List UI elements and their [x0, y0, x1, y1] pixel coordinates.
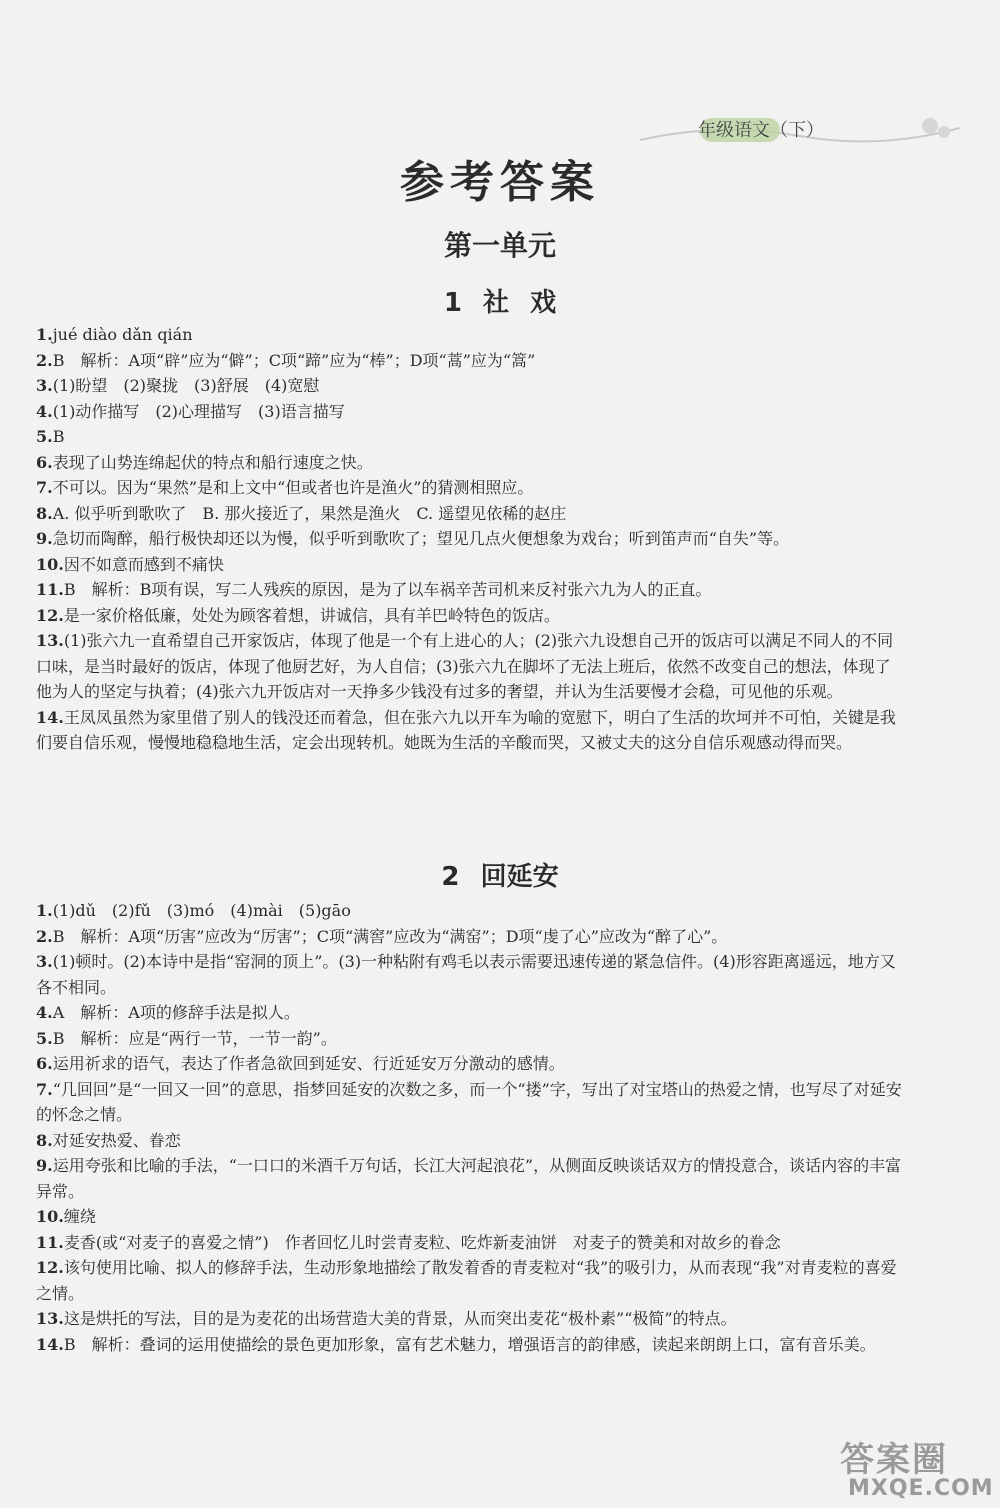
- watermark-url: MXQE.COM: [848, 1476, 994, 1501]
- answer-number: 13.: [36, 631, 64, 650]
- answer-item: [36, 1230, 906, 1256]
- answer-number: 9.: [36, 1156, 53, 1175]
- answer-text: (1)dǔ (2)fǔ (3)mó (4)mài (5)gāo: [52, 901, 351, 920]
- answer-text: 这是烘托的写法，目的是为麦花的出场营造大美的背景，从而突出麦花“极朴素”“极简”的特点。: [63, 1309, 737, 1328]
- watermark-logo: 答案圈: [840, 1440, 948, 1480]
- answer-number: 5.: [36, 1028, 53, 1048]
- header-label: 年级语文（下）: [698, 120, 824, 141]
- answer-text: 麦香(或“对麦子的喜爱之情”) 作者回忆儿时尝青麦粒、吃炸新麦油饼 对麦子的赞美和对故乡的眷念: [63, 1232, 781, 1252]
- answer-item: [36, 1051, 906, 1077]
- answer-number: 12.: [36, 605, 64, 625]
- answer-text: 王凤凤虽然为家里借了别人的钱没还而着急，但在张六九以开车为喻的宽慰下，明白了生活的坎坷并不可怕，关键是我们要自信乐观，慢慢地稳稳地生活，定会出现转机。她既为生活的辛酸而哭，又被丈夫的这分自信乐观感动得而哭。: [36, 707, 896, 752]
- answer-item: [36, 1000, 906, 1026]
- answer-text: 因不如意而感到不痛快: [63, 554, 224, 574]
- answer-item: [36, 705, 906, 756]
- answer-item: [36, 1255, 906, 1306]
- answer-item: [36, 603, 906, 629]
- answer-item: [36, 1332, 906, 1358]
- answer-text: B 解析：叠词的运用使描绘的景色更加形象，富有艺术魅力，增强语言的韵律感，读起来朗朗上口，富有音乐美。: [63, 1334, 876, 1354]
- answer-item: [36, 526, 906, 552]
- answer-item: [36, 1153, 906, 1204]
- answer-item: [36, 475, 906, 501]
- answer-item: [36, 348, 906, 374]
- answer-number: 14.: [36, 1334, 64, 1354]
- answer-number: 11.: [36, 580, 64, 599]
- answer-number: 2.: [36, 926, 53, 946]
- answer-text: B 解析：应是“两行一节，一节一韵”。: [52, 1028, 337, 1048]
- answer-number: 2.: [36, 350, 53, 370]
- answer-number: 3.: [36, 376, 53, 395]
- answer-text: 不可以。因为“果然”是和上文中“但或者也许是渔火”的猜测相照应。: [52, 478, 534, 497]
- answer-text: 该句使用比喻、拟人的修辞手法，生动形象地描绘了散发着香的青麦粒对“我”的吸引力，从而表现“我”对青麦粒的喜爱之情。: [36, 1258, 897, 1303]
- answer-text: A. 似乎听到歌吹了 B. 那火接近了，果然是渔火 C. 遥望见依稀的赵庄: [52, 503, 567, 523]
- answer-text: B: [52, 427, 65, 446]
- answer-number: 1.: [36, 901, 53, 920]
- answer-number: 13.: [36, 1309, 64, 1328]
- answer-number: 11.: [36, 1232, 64, 1252]
- answer-item: [36, 1128, 906, 1154]
- answer-item: [36, 1306, 906, 1332]
- answer-number: 12.: [36, 1258, 64, 1277]
- answer-text: B 解析：B项有误，写二人残疾的原因，是为了以车祸辛苦司机来反衬张六九为人的正直。: [63, 580, 712, 599]
- page-title: 参考答案: [400, 157, 600, 208]
- answer-text: jué diào dǎn qián: [52, 325, 193, 344]
- answer-text: 运用祈求的语气，表达了作者急欲回到延安、行近延安万分激动的感情。: [52, 1054, 565, 1073]
- answer-item: [36, 577, 906, 603]
- answer-item: [36, 373, 906, 399]
- answer-number: 3.: [36, 952, 53, 971]
- answer-number: 4.: [36, 401, 53, 421]
- unit-title: 第一单元: [443, 229, 556, 262]
- answer-item: [36, 552, 906, 578]
- answer-text: (1)张六九一直希望自己开家饭店，体现了他是一个有上进心的人；(2)张六九设想自己开的饭店可以满足不同人的不同口味，是当时最好的饭店，体现了他厨艺好，为人自信；(3)张六九在脚坏了无法上班后，依然不改变自己的想法，体现了他为人的坚定与执着；(4)张六九开饭店对一天挣多少钱没有过多的奢望，并认为生活要慢才会稳，可见他的乐观。: [36, 631, 894, 701]
- answer-text: 是一家价格低廉，处处为顾客着想，讲诚信，具有羊巴岭特色的饭店。: [63, 605, 560, 625]
- answer-text: (1)顿时。(2)本诗中是指“窑洞的顶上”。(3)一种粘附有鸡毛以表示需要迅速传递的紧急信件。(4)形容距离遥远，地方又各不相同。: [36, 952, 896, 997]
- answer-number: 6.: [36, 1054, 53, 1073]
- answer-item: [36, 628, 906, 705]
- answer-list: [36, 322, 906, 756]
- answer-item: [36, 1026, 906, 1052]
- answer-item: [36, 399, 906, 425]
- answer-text: (1)动作描写 (2)心理描写 (3)语言描写: [52, 401, 345, 421]
- answer-number: 5.: [36, 427, 53, 446]
- answer-number: 10.: [36, 554, 64, 574]
- answer-text: 运用夸张和比喻的手法，“一口口的米酒千万句话，长江大河起浪花”，从侧面反映谈话双方的情投意合，谈话内容的丰富异常。: [36, 1156, 902, 1201]
- answer-item: [36, 1077, 906, 1128]
- answer-item: [36, 450, 906, 476]
- answer-number: 9.: [36, 529, 53, 548]
- answer-text: 急切而陶醉，船行极快却还以为慢，似乎听到歌吹了；望见几点火便想象为戏台；听到笛声而“自失”等。: [52, 529, 790, 548]
- answer-text: 缠绕: [63, 1207, 96, 1226]
- answer-text: B 解析：A项“历害”应改为“厉害”；C项“满窖”应改为“满窑”；D项“虔了心”应改为“醉了心”。: [52, 926, 728, 946]
- answer-item: [36, 924, 906, 950]
- lesson-title: 1 社 戏: [443, 288, 557, 318]
- answer-text: B 解析：A项“辟”应为“僻”；C项“蹄”应为“棒”；D项“蒿”应为“篙”: [52, 350, 536, 370]
- answer-text: A 解析：A项的修辞手法是拟人。: [52, 1003, 300, 1022]
- answer-item: [36, 501, 906, 527]
- answer-item: [36, 1204, 906, 1230]
- answer-number: 7.: [36, 1079, 53, 1099]
- lesson-title: 2 回延安: [441, 862, 559, 892]
- answer-number: 1.: [36, 325, 53, 344]
- answer-item: [36, 898, 906, 924]
- answer-number: 7.: [36, 478, 53, 497]
- answer-item: [36, 424, 906, 450]
- answer-text: (1)盼望 (2)聚拢 (3)舒展 (4)宽慰: [52, 376, 320, 395]
- answer-list: [36, 898, 906, 1357]
- answer-number: 6.: [36, 452, 53, 472]
- answer-number: 8.: [36, 1130, 53, 1150]
- answer-text: 表现了山势连绵起伏的特点和船行速度之快。: [52, 452, 373, 472]
- answer-number: 10.: [36, 1207, 64, 1226]
- answer-item: [36, 322, 906, 348]
- answer-text: “几回回”是“一回又一回”的意思，指梦回延安的次数之多，而一个“搂”字，写出了对宝塔山的热爱之情，也写尽了对延安的怀念之情。: [36, 1079, 902, 1124]
- answer-item: [36, 949, 906, 1000]
- answer-number: 4.: [36, 1003, 53, 1022]
- answer-text: 对延安热爱、眷恋: [52, 1130, 181, 1150]
- answer-number: 14.: [36, 707, 64, 727]
- answer-number: 8.: [36, 503, 53, 523]
